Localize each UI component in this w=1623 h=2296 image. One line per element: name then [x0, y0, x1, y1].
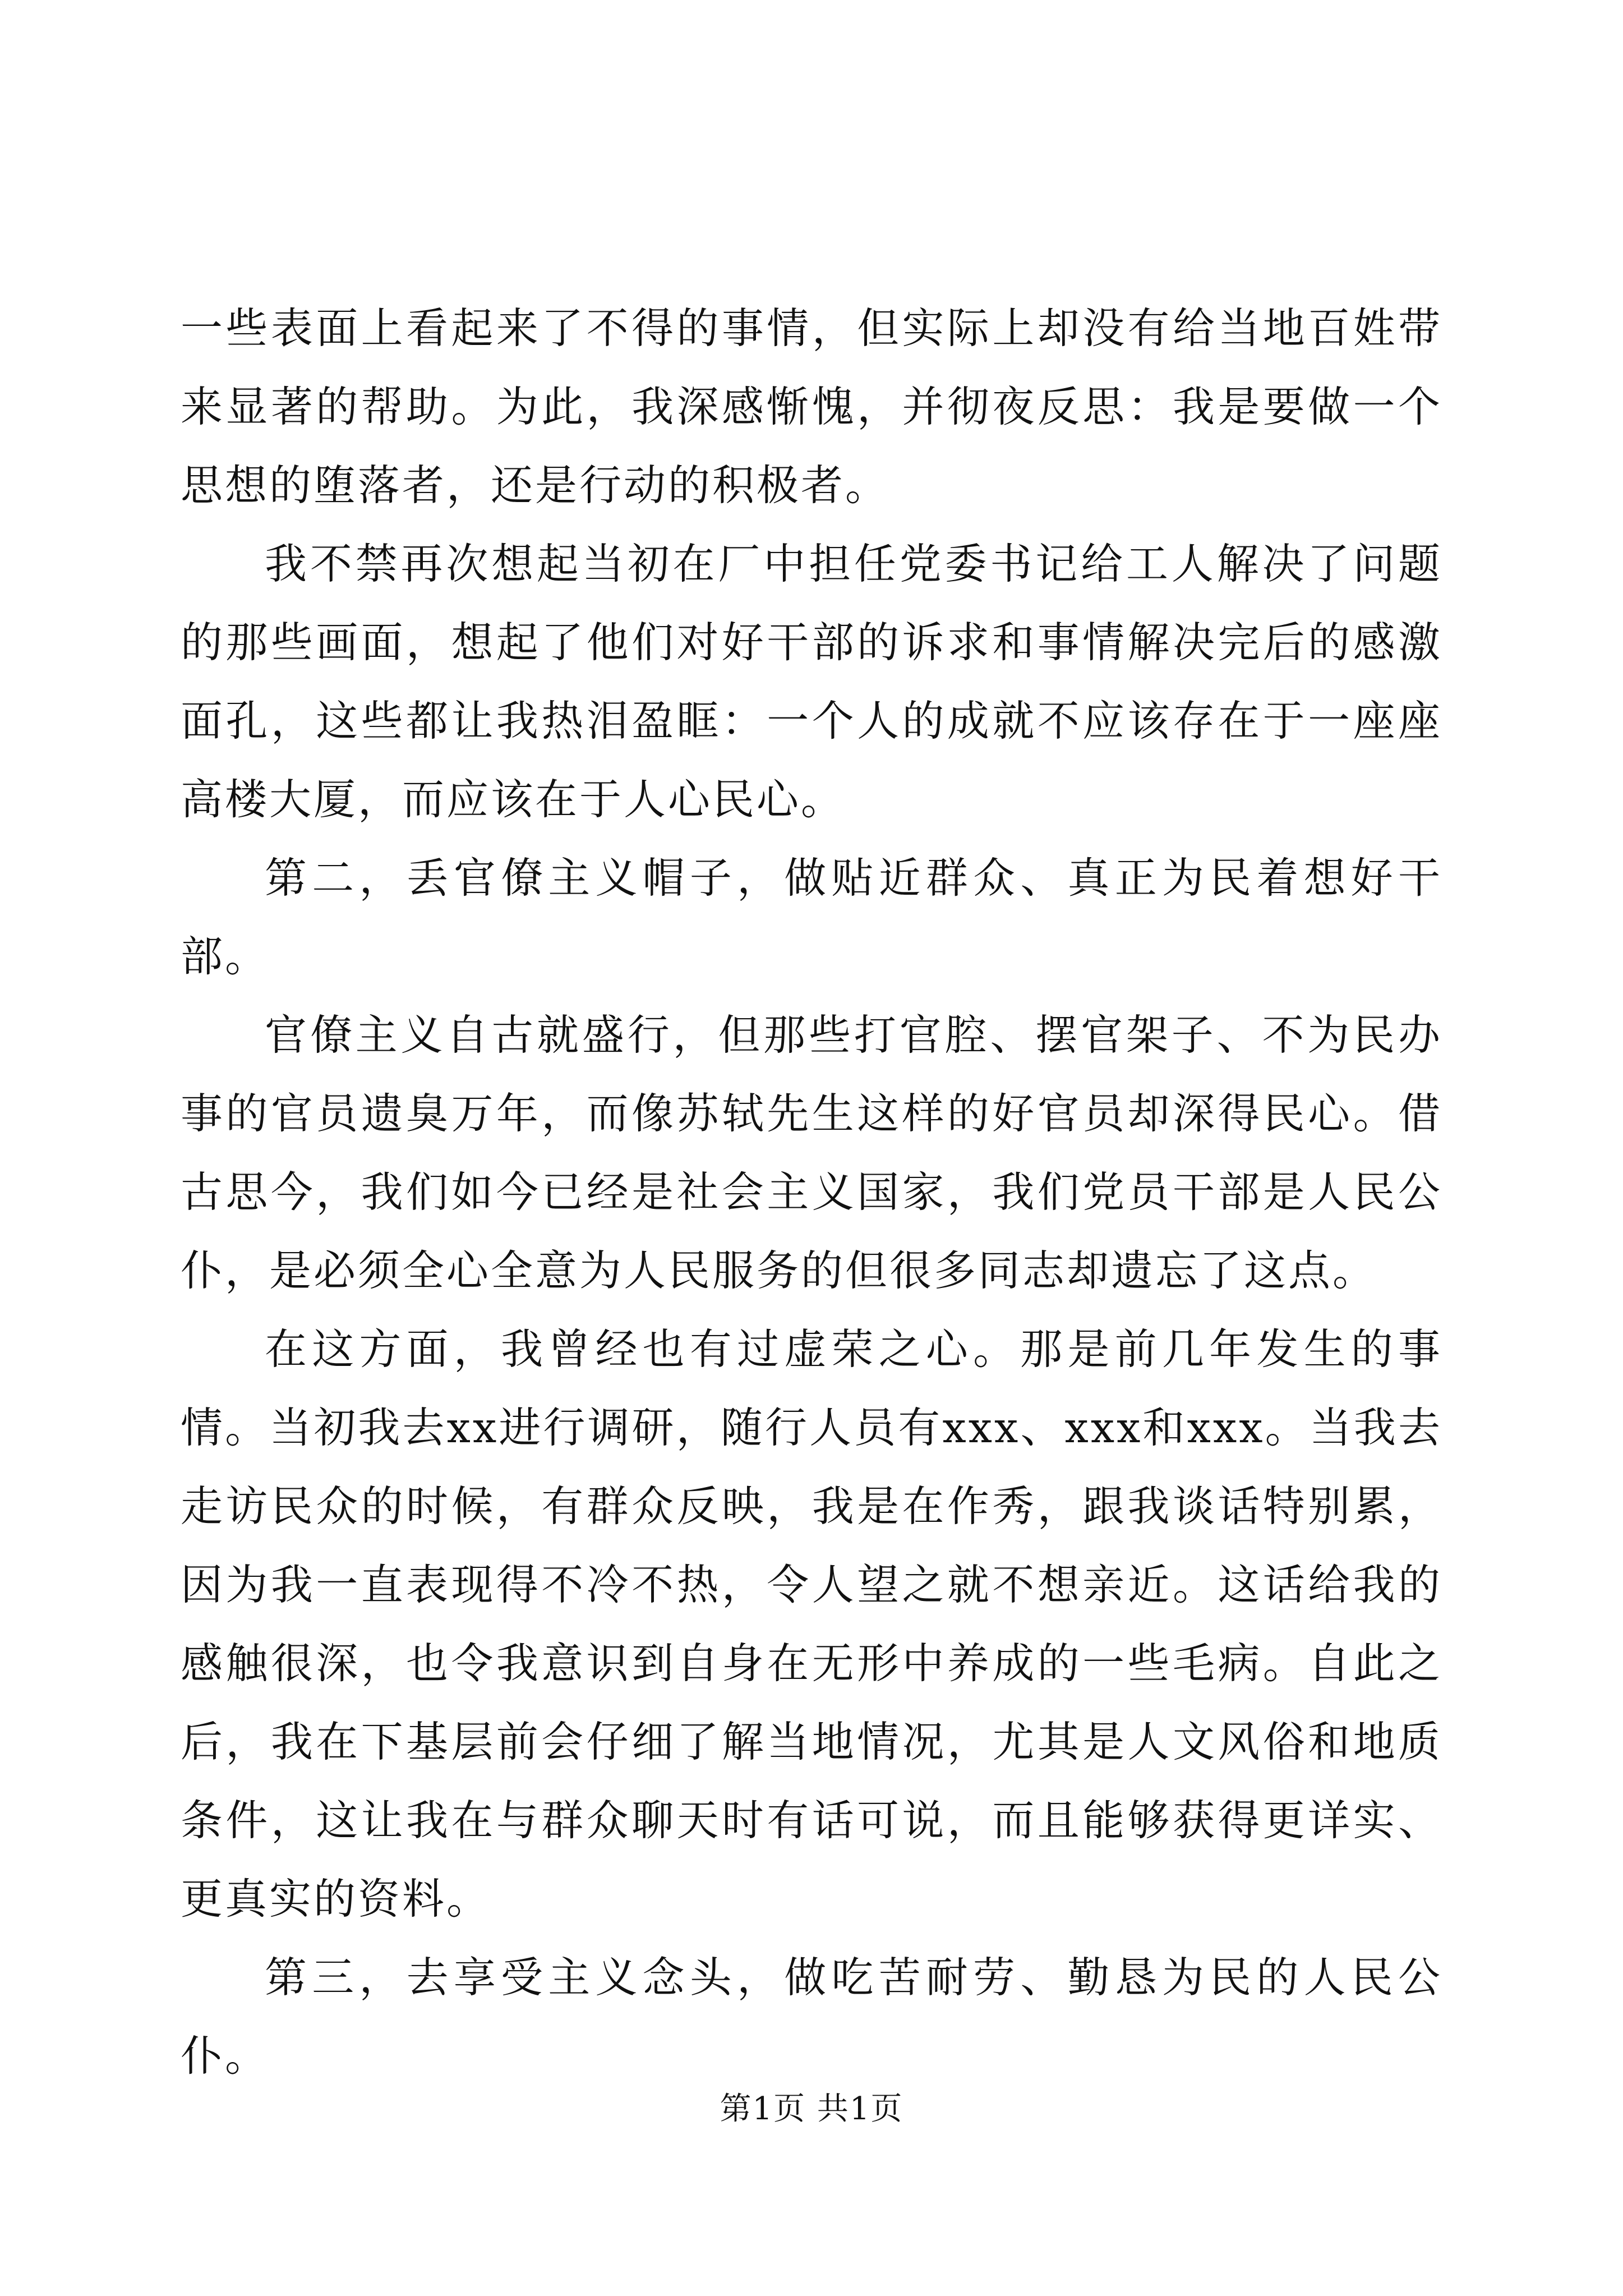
paragraph-2: 我不禁再次想起当初在厂中担任党委书记给工人解决了问题的那些画面，想起了他们对好干部的诉求和事情解决完后的感激面孔，这些都让我热泪盈眶：一个人的成就不应该存在于一座座高楼大厦，而应该在于人心民心。: [181, 539, 1442, 824]
page-footer: 第1页 共1页: [720, 2091, 903, 2127]
document-body: [181, 289, 1442, 2095]
section-heading-2: 第二，丢官僚主义帽子，做贴近群众、真正为民着想好干部。: [181, 853, 1442, 981]
paragraph-4: 在这方面，我曾经也有过虚荣之心。那是前几年发生的事情。当初我去xx进行调研，随行人员有xxx、xxx和xxx。当我去走访民众的时候，有群众反映，我是在作秀，跟我谈话特别累，因为我一直表现得不冷不热，令人望之就不想亲近。这话给我的感触很深，也令我意识到自身在无形中养成的一些毛病。自此之后，我在下基层前会仔细了解当地情况，尤其是人文风俗和地质条件，这让我在与群众聊天时有话可说，而且能够获得更详实、更真实的资料。: [181, 1324, 1442, 1924]
section-heading-3: 第三，去享受主义念头，做吃苦耐劳、勤恳为民的人民公仆。: [181, 1953, 1442, 2081]
paragraph-3: 官僚主义自古就盛行，但那些打官腔、摆官架子、不为民办事的官员遗臭万年，而像苏轼先生这样的好官员却深得民心。借古思今，我们如今已经是社会主义国家，我们党员干部是人民公仆，是必须全心全意为人民服务的但很多同志却遗忘了这点。: [181, 1010, 1442, 1295]
paragraph-1: 一些表面上看起来了不得的事情，但实际上却没有给当地百姓带来显著的帮助。为此，我深感惭愧，并彻夜反思：我是要做一个思想的堕落者，还是行动的积极者。: [181, 303, 1442, 510]
